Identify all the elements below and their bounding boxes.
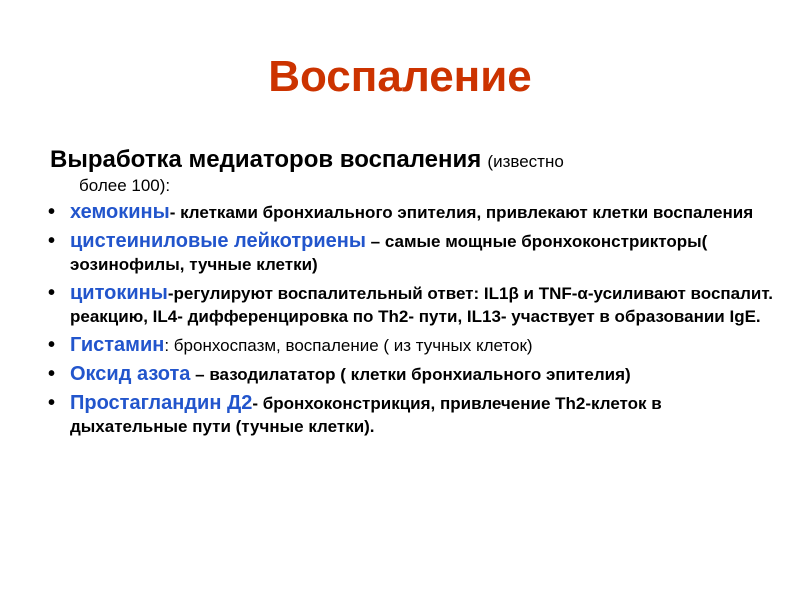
item-term: Оксид азота — [70, 363, 191, 385]
section-heading — [50, 148, 770, 198]
bullet-icon: • — [48, 334, 56, 356]
bullet-icon: • — [48, 363, 56, 385]
slide-title: Воспаление — [268, 52, 532, 101]
item-term: Гистамин — [70, 334, 165, 356]
list-item — [48, 334, 783, 357]
mediator-list — [48, 201, 783, 444]
bullet-icon: • — [48, 201, 56, 223]
bullet-icon: • — [48, 282, 56, 304]
list-item — [48, 392, 783, 438]
item-desc: - клетками бронхиального эпителия, привлекают клетки воспаления — [169, 203, 754, 222]
item-term: цитокины — [70, 282, 168, 304]
item-desc: -регулируют воспалительный ответ: IL1β и TNF-α-усиливают воспалит. реакцию, IL4- дифференцировка по Th2- пути, IL13- участвует в образовании IgE. — [70, 284, 773, 326]
item-term: Простагландин Д2 — [70, 392, 253, 414]
item-term: хемокины — [70, 201, 170, 223]
item-desc: - бронхоконстрикция, привлечение Th2-клеток в дыхательные пути (тучные клетки). — [70, 394, 662, 436]
bullet-icon: • — [48, 230, 56, 252]
list-item — [48, 282, 783, 328]
item-desc: – самые мощные бронхоконстрикторы( эозинофилы, тучные клетки) — [70, 232, 708, 274]
heading-paren-end: более 100): — [79, 176, 171, 195]
heading-main: Выработка медиаторов воспаления — [50, 146, 482, 173]
list-item — [48, 363, 783, 386]
item-desc: – вазодилататор ( клетки бронхиального эпителия) — [190, 365, 631, 384]
list-item — [48, 230, 783, 276]
item-desc: : бронхоспазм, воспаление ( из тучных клеток) — [164, 336, 533, 355]
heading-paren-start: (известно — [487, 152, 564, 171]
item-term: цистеиниловые лейкотриены — [70, 230, 366, 252]
bullet-icon: • — [48, 392, 56, 414]
list-item — [48, 201, 783, 224]
